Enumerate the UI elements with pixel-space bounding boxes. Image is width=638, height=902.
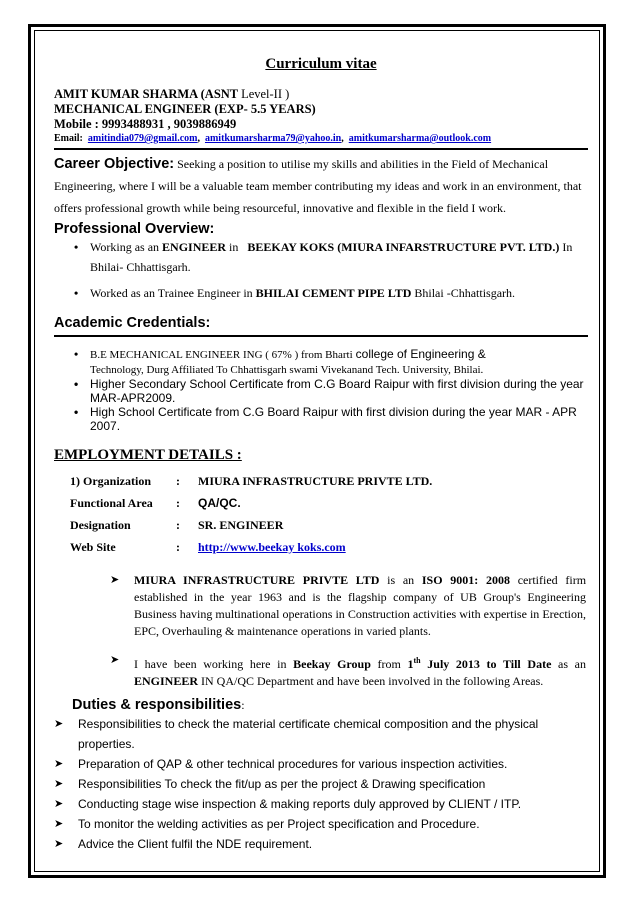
email-link-1[interactable]: amitindia079@gmail.com bbox=[87, 133, 198, 144]
list-item: • Working as an ENGINEER in BEEKAY KOKS (MIURA INFARSTRUCTURE PVT. LTD.) In Bhilai- Chhattisgarh. bbox=[90, 237, 588, 277]
list-item: ➤ Responsibilities To check the fit/up as per the project & Drawing specification bbox=[54, 774, 554, 794]
list-item: ➤ Advice the Client fulfil the NDE requirement. bbox=[54, 834, 554, 854]
arrow-bullet-icon: ➤ bbox=[54, 778, 64, 790]
designation-row: Designation : SR. ENGINEER bbox=[70, 518, 284, 532]
employment-details-heading: EMPLOYMENT DETAILS : bbox=[54, 447, 242, 463]
list-item: • High School Certificate from C.G Board Raipur with first division during the year MAR - APR 2007. bbox=[90, 405, 588, 433]
list-item: ➤ To monitor the welding activities as per Project specification and Procedure. bbox=[54, 814, 554, 834]
duties-heading-line: Duties & responsibilities: bbox=[72, 697, 245, 713]
list-item: • Higher Secondary School Certificate from C.G Board Raipur with first division during the year MAR-APR2009. bbox=[90, 377, 588, 405]
candidate-name: AMIT KUMAR SHARMA (ASNT bbox=[54, 87, 238, 101]
email-link-3[interactable]: amitkumarsharma@outlook.com bbox=[348, 133, 492, 144]
website-row: Web Site : http://www.beekay koks.com bbox=[70, 536, 588, 558]
career-objective-text: Seeking a position to utilise my skills and abilities in the Field of Mechanical Engineering, where I will be a valuable team member contributing my ideas and work in an environment, that offers professional growth while being resourceful, innovative and flexible in the field I work. bbox=[54, 157, 582, 215]
list-item: ➤ MIURA INFRASTRUCTURE PRIVTE LTD is an ISO 9001: 2008 certified firm established in the year 1963 and is the flagship company of UB Group's Engineering Business having multinational operations in Construction activities with expertise in Erection, EPC, Overhauling & maintenance operations in varied plants. bbox=[110, 573, 587, 638]
name-line bbox=[54, 87, 588, 102]
duties-list bbox=[54, 714, 554, 854]
asnt-level: Level-II ) bbox=[241, 87, 290, 101]
duties-heading: Duties & responsibilities bbox=[72, 697, 242, 713]
arrow-bullet-icon: ➤ bbox=[110, 574, 120, 586]
career-objective bbox=[54, 153, 588, 219]
mobile-line: Mobile : 9993488931 , 9039886949 bbox=[54, 117, 237, 131]
academic-credentials-heading: Academic Credentials: bbox=[54, 315, 211, 331]
role-line: MECHANICAL ENGINEER (EXP- 5.5 YEARS) bbox=[54, 102, 316, 116]
professional-list bbox=[54, 237, 588, 303]
email-label: Email: bbox=[54, 133, 83, 144]
list-item: ➤ Conducting stage wise inspection & making reports duly approved by CLIENT / ITP. bbox=[54, 794, 554, 814]
website-link[interactable]: http://www.beekay koks.com bbox=[198, 540, 346, 554]
email-line: Email: amitindia079@gmail.com, amitkumarsharma79@yahoo.in, amitkumarsharma@outlook.com bbox=[54, 133, 492, 144]
email-link-2[interactable]: amitkumarsharma79@yahoo.in bbox=[204, 133, 342, 144]
header-divider bbox=[54, 148, 588, 150]
academic-list bbox=[54, 347, 588, 433]
functional-area-row: Functional Area : QA/QC. bbox=[70, 496, 241, 510]
list-item: ➤ I have been working here in Beekay Group from 1th July 2013 to Till Date as an ENGINEER IN QA/QC Department and have been involved in the following Areas. bbox=[110, 654, 586, 688]
employment-table bbox=[70, 470, 588, 558]
arrow-bullet-icon: ➤ bbox=[54, 818, 64, 830]
arrow-bullet-icon: ➤ bbox=[54, 758, 64, 770]
company-points bbox=[110, 572, 586, 690]
list-item: • Worked as an Trainee Engineer in BHILAI CEMENT PIPE LTD Bhilai -Chhattisgarh. bbox=[90, 283, 588, 303]
page-title: Curriculum vitae bbox=[265, 56, 377, 72]
list-item: • B.E MECHANICAL ENGINEER ING ( 67% ) from Bharti college of Engineering & Technology, Durg Affiliated To Chhattisgarh swami Vivekanand Tech. University, Bhilai. bbox=[90, 347, 588, 377]
arrow-bullet-icon: ➤ bbox=[110, 654, 120, 666]
list-item: ➤ Preparation of QAP & other technical procedures for various inspection activities. bbox=[54, 754, 554, 774]
academic-divider bbox=[54, 335, 588, 337]
career-objective-heading: Career Objective: bbox=[54, 156, 175, 172]
professional-overview-heading: Professional Overview: bbox=[54, 221, 215, 237]
list-item: ➤ Responsibilities to check the material certificate chemical composition and the physical properties. bbox=[54, 714, 554, 754]
cv-content bbox=[54, 50, 588, 854]
arrow-bullet-icon: ➤ bbox=[54, 838, 64, 850]
organization-row: 1) Organization : MIURA INFRASTRUCTURE PRIVTE LTD. bbox=[70, 474, 433, 488]
arrow-bullet-icon: ➤ bbox=[54, 718, 64, 730]
arrow-bullet-icon: ➤ bbox=[54, 798, 64, 810]
